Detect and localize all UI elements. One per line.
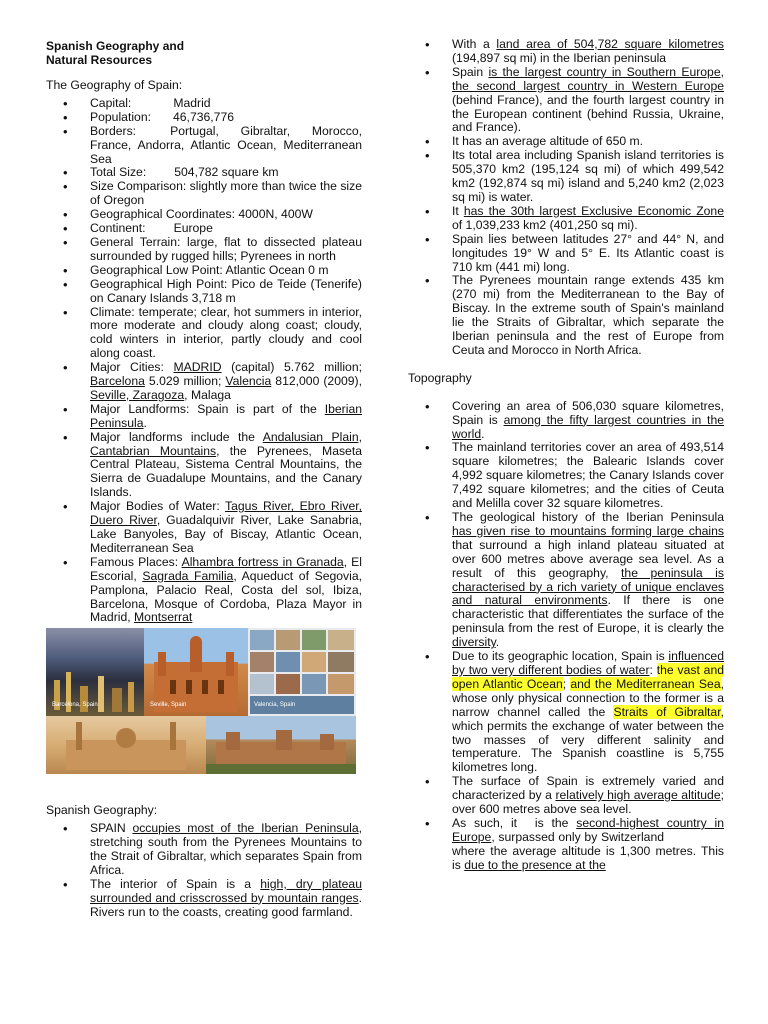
link-sagrada-familia[interactable]: Sagrada Familia — [142, 568, 234, 583]
basilica-icon — [46, 716, 206, 774]
right-column — [408, 38, 724, 873]
fortress-icon — [206, 716, 356, 774]
link-barcelona[interactable]: Barcelona — [90, 374, 145, 389]
geography-facts-list — [46, 97, 362, 625]
link-alhambra[interactable]: Alhambra fortress in Granada — [181, 554, 344, 569]
link-rivers[interactable]: Tagus River, Ebro River, Duero River — [90, 499, 362, 528]
link-largest-southern-europe[interactable]: is the largest country in Southern Europe — [488, 64, 721, 79]
link-andalusian-plain[interactable]: Andalusian Plain, Cantabrian Mountains — [90, 429, 362, 458]
list-item-major-cities: • Major Cities: MADRID (capital) 5.762 million; Barcelona 5.029 million; Valencia 812,000 (2009), Seville, Zaragoza, Malaga — [90, 361, 362, 403]
link-second-largest-western-europe[interactable]: the second largest country in Western Europe — [452, 78, 724, 93]
list-item: • Geographical High Point: Pico de Teide (Tenerife) on Canary Islands 3,718 m — [90, 278, 362, 306]
spain-photo-collage — [46, 628, 356, 774]
list-item: • Geographical Coordinates: 4000N, 400W — [90, 208, 362, 222]
list-item: • It has the 30th largest Exclusive Economic Zone of 1,039,233 km2 (401,250 sq mi). — [452, 205, 724, 233]
list-item: • The geological history of the Iberian Peninsula has given rise to mountains forming large chains that surround a high inland plateau situated at over 600 metres above average sea level. As a result of this geography, the peninsula is characterised by a rich variety of unique enclaves and natural environments. If there is one characteristic that differentiates the surface of the peninsula from the rest of Europe, it is clearly the diversity. — [452, 511, 724, 650]
list-item: • With a land area of 504,782 square kilometres (194,897 sq mi) in the Iberian peninsula — [452, 38, 724, 66]
list-item: • Population: 46,736,776 — [90, 111, 362, 125]
section-heading-topography: Topography — [408, 370, 472, 385]
link-unique-enclaves[interactable]: the peninsula is characterised by a rich variety of unique enclaves and natural environments — [452, 565, 724, 608]
list-item-bodies-of-water: • Major Bodies of Water: Tagus River, Ebro River, Duero River, Guadalquivir River, Lake Sanabria, Lake Banyoles, Bay of Biscay, Atlantic Ocean, Mediterranean Sea — [90, 500, 362, 556]
zaragoza-photo — [46, 716, 206, 774]
link-madrid[interactable]: MADRID — [173, 360, 222, 375]
list-item: • As such, it is the second-highest country in Europe, surpassed only by Switzerlandwhere the average altitude is 1,300 metres. This is due to the presence at the — [452, 817, 724, 873]
area-facts-list — [408, 38, 724, 358]
highlight-gibraltar: Straits of Gibraltar — [613, 704, 721, 719]
list-item: • Its total area including Spanish island territories is 505,370 km2 (195,124 sq mi) of which 499,542 km2 (192,874 sq mi) island and 5,240 km2 (2,023 sq mi) is water. — [452, 149, 724, 205]
list-item: • Size Comparison: slightly more than twice the size of Oregon — [90, 180, 362, 208]
left-column — [46, 0, 362, 920]
highlight-mediterranean: and the Mediterranean Sea — [570, 676, 721, 691]
link-iberian-peninsula[interactable]: Iberian Peninsula — [90, 401, 362, 430]
link-mountain-chains[interactable]: has given rise to mountains forming large chains — [452, 523, 724, 538]
link-valencia[interactable]: Valencia — [225, 374, 272, 389]
list-item-famous-places: • Famous Places: Alhambra fortress in Granada, El Escorial, Sagrada Familia, Aqueduct of Segovia, Pamplona, Palacio Real, Costa del sol, Ibiza, Barcelona, Mosque of Cordoba, Plaza Mayor in Madrid, Montserrat — [90, 556, 362, 626]
document-title: Spanish Geography and Natural Resources — [46, 39, 185, 67]
list-item: • The mainland territories cover an area of 493,514 square kilometres; the Balearic Islands cover 4,992 square kilometres; the Canary Islands cover 7,492 square kilometres; and the cities of Ceuta and Melilla cover 32 square kilometres. — [452, 441, 724, 511]
list-item: • It has an average altitude of 650 m. — [452, 135, 724, 149]
list-item: • Covering an area of 506,030 square kilometres, Spain is among the fifty largest countries in the world. — [452, 400, 724, 442]
link-diversity[interactable]: diversity — [452, 635, 496, 650]
list-item: • Total Size: 504,782 square km — [90, 166, 362, 180]
list-item: • SPAIN occupies most of the Iberian Peninsula, stretching south from the Pyrenees Mountains to the Strait of Gibraltar, which separates Spain from Africa. — [90, 822, 362, 878]
spanish-geography-list — [46, 822, 362, 919]
link-occupies-iberian[interactable]: occupies most of the Iberian Peninsula — [132, 821, 359, 836]
highlight-atlantic: the vast and open Atlantic Ocean — [452, 662, 724, 691]
link-montserrat[interactable]: Montserrat — [134, 610, 193, 625]
list-item: • Spain lies between latitudes 27° and 44° N, and longitudes 19° W and 5° E. Its Atlantic coast is 710 km (441 mi) long. — [452, 233, 724, 275]
list-item: • Borders: Portugal, Gibraltar, Morocco, France, Andorra, Atlantic Ocean, Mediterranean Sea — [90, 125, 362, 167]
link-second-highest[interactable]: second-highest country in Europe — [452, 815, 725, 844]
link-high-dry-plateau[interactable]: high, dry plateau surrounded and crisscrossed by mountain ranges — [90, 876, 362, 905]
topography-list — [408, 400, 724, 873]
link-due-to-presence[interactable]: due to the presence at the — [464, 857, 606, 872]
list-item: • Due to its geographic location, Spain is influenced by two very different bodies of water: the vast and open Atlantic Ocean; and the Mediterranean Sea, whose only physical connection to the former is a narrow channel called the Straits of Gibraltar, which permits the exchange of water between the two masses of very different salinity and temperature. The Spanish coastline is 5,755 kilometres long. — [452, 650, 724, 775]
alhambra-photo — [206, 716, 356, 774]
list-item: • Geographical Low Point: Atlantic Ocean 0 m — [90, 264, 362, 278]
link-two-bodies-of-water[interactable]: influenced by two very different bodies of water — [452, 649, 724, 677]
section-heading-geography: The Geography of Spain: — [46, 78, 183, 92]
valencia-photo: Valencia, Spain — [248, 628, 356, 716]
list-item-landforms-detail: • Major landforms include the Andalusian Plain, Cantabrian Mountains, the Pyrenees, Maseta Central Plateau, Sistema Central Mountains, the Sierra de Guadalupe Mountains, and the Canary Islands. — [90, 431, 362, 501]
list-item: • Climate: temperate; clear, hot summers in interior, more moderate and cloudy along coast; cloudy, cold winters in interior, partly cloudy and cool along coast. — [90, 306, 362, 362]
link-high-average-altitude[interactable]: relatively high average altitude — [555, 788, 721, 803]
list-item: • General Terrain: large, flat to dissected plateau surrounded by rugged hills; Pyrenees in north — [90, 236, 362, 264]
list-item: • Continent: Europe — [90, 222, 362, 236]
list-item: • The surface of Spain is extremely varied and characterized by a relatively high average altitude; over 600 metres above sea level. — [452, 775, 724, 817]
list-item: • The interior of Spain is a high, dry plateau surrounded and crisscrossed by mountain ranges. Rivers run to the coasts, creating good farmland. — [90, 878, 362, 920]
barcelona-photo: Barcelona, Spain — [46, 628, 144, 716]
link-seville-zaragoza[interactable]: Seville, Zaragoza — [90, 387, 185, 402]
link-land-area[interactable]: land area of 504,782 square kilometres — [496, 37, 724, 51]
list-item: • Spain is the largest country in Southern Europe, the second largest country in Western Europe (behind France), and the fourth largest country in the European continent (behind Russia, Ukraine, and France). — [452, 66, 724, 136]
link-fifty-largest[interactable]: among the fifty largest countries in the world — [452, 412, 724, 441]
link-exclusive-economic-zone[interactable]: has the 30th largest Exclusive Economic Zone — [463, 203, 724, 218]
seville-photo: Seville, Spain — [144, 628, 248, 716]
list-item-major-landforms: • Major Landforms: Spain is part of the Iberian Peninsula. — [90, 403, 362, 431]
section-heading-spanish-geography: Spanish Geography: — [46, 803, 158, 818]
list-item: • Capital: Madrid — [90, 97, 362, 111]
list-item: • The Pyrenees mountain range extends 435 km (270 mi) from the Mediterranean to the Bay of Biscay. In the extreme south of Spain's mainland lie the Straits of Gibraltar, which separate the Iberian peninsula and the rest of Europe from Ceuta and Morocco in North Africa. — [452, 274, 724, 357]
